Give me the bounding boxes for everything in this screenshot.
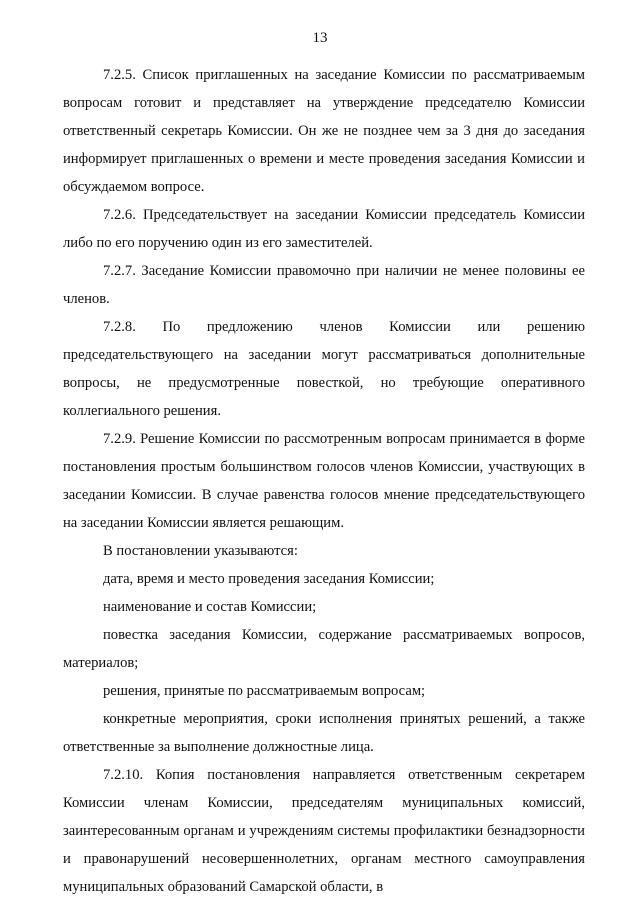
paragraph-7-2-10: 7.2.10. Копия постановления направляется ответственным секретарем Комиссии членам Комиссии, председателям муниципальных комиссий, заинтересованным органам и учреждениям системы профилактики безнадзорности и правонарушений несовершеннолетних, органам местного самоуправления муниципальных образований Самарской области, в: [63, 767, 585, 895]
paragraph-7-2-7: 7.2.7. Заседание Комиссии правомочно при наличии не менее половины ее членов.: [63, 263, 585, 307]
document-body: [63, 61, 585, 901]
resolution-item-measures: конкретные мероприятия, сроки исполнения принятых решений, а также ответственные за выполнение должностные лица.: [63, 711, 585, 755]
page-number: 13: [312, 30, 328, 46]
paragraph-7-2-9: 7.2.9. Решение Комиссии по рассмотренным вопросам принимается в форме постановления простым большинством голосов членов Комиссии, участвующих в заседании Комиссии. В случае равенства голосов мнение председательствующего на заседании Комиссии является решающим.: [63, 431, 585, 531]
resolution-item-date: дата, время и место проведения заседания Комиссии;: [103, 571, 435, 587]
paragraph-7-2-6: 7.2.6. Председательствует на заседании Комиссии председатель Комиссии либо по его поручению один из его заместителей.: [63, 207, 585, 251]
resolution-item-agenda: повестка заседания Комиссии, содержание рассматриваемых вопросов, материалов;: [63, 627, 585, 671]
paragraph-7-2-5: 7.2.5. Список приглашенных на заседание Комиссии по рассматриваемым вопросам готовит и представляет на утверждение председателю Комиссии ответственный секретарь Комиссии. Он же не позднее чем за 3 дня до заседания информирует приглашенных о времени и месте проведения заседания Комиссии и обсуждаемом вопросе.: [63, 67, 585, 195]
resolution-contents-intro: В постановлении указываются:: [103, 543, 298, 559]
resolution-item-composition: наименование и состав Комиссии;: [103, 599, 317, 615]
paragraph-7-2-8: 7.2.8. По предложению членов Комиссии или решению председательствующего на заседании могут рассматриваться дополнительные вопросы, не предусмотренные повесткой, но требующие оперативного коллегиального решения.: [63, 319, 585, 419]
resolution-item-decisions: решения, принятые по рассматриваемым вопросам;: [103, 683, 426, 699]
